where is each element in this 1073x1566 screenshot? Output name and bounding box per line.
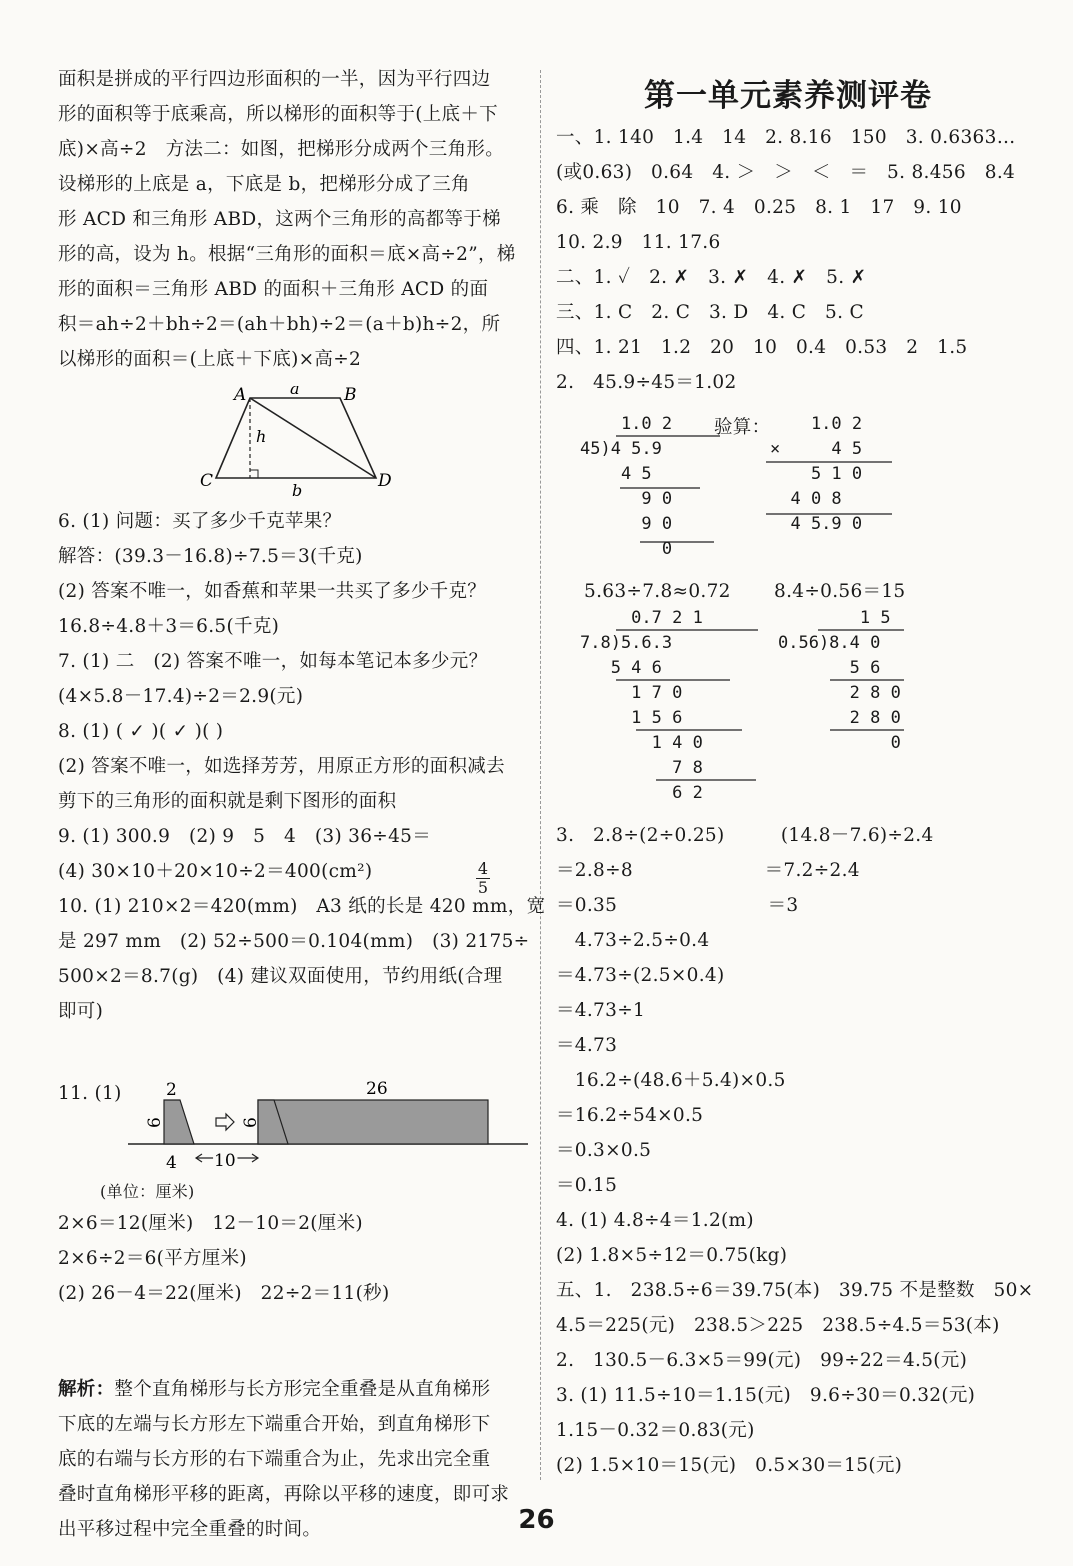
text-line: 6. 乘 除 10 7. 4 0.25 8. 1 17 9. 10	[556, 197, 962, 218]
text-line: 1 5 6	[580, 708, 683, 728]
text-line: 即可)	[58, 1001, 104, 1022]
text-line: 8. (1) ( ✓ )( ✓ )( )	[58, 721, 224, 742]
right-angle-mark	[250, 470, 258, 478]
text-line: 2. 45.9÷45＝1.02	[556, 372, 737, 393]
text-line: 解答：(39.3－16.8)÷7.5＝3(千克)	[58, 546, 363, 567]
text-line: 500×2＝8.7(g) (4) 建议双面使用，节约用纸(合理	[58, 966, 503, 987]
analysis-line: 出平移过程中完全重叠的时间。	[58, 1519, 322, 1540]
text-line: 四、1. 21 1.2 20 10 0.4 0.53 2 1.5	[556, 337, 968, 358]
text-line: 6. (1) 问题：买了多少千克苹果？	[58, 511, 342, 532]
rectangle	[258, 1100, 488, 1144]
fraction-4-5	[476, 860, 490, 897]
right-trapezoid	[164, 1100, 194, 1144]
div1-lines	[580, 414, 720, 564]
check-label: 验算：	[714, 417, 771, 438]
text-line: 4. (1) 4.8÷4＝1.2(m)	[556, 1210, 754, 1231]
text-line: 7. (1) 二 (2) 答案不唯一，如每本笔记本多少元？	[58, 651, 488, 672]
text-line: 2 8 0	[778, 683, 901, 703]
text-line: 形的高，设为 h。根据“三角形的面积＝底×高÷2”，梯	[58, 244, 516, 265]
text-line: 1 5	[778, 608, 891, 628]
text-line: 五、1. 238.5÷6＝39.75(本) 39.75 不是整数 50×	[556, 1280, 1034, 1301]
text-line: 形 ACD 和三角形 ABD，这两个三角形的高都等于梯	[58, 209, 501, 230]
text-line: 1 4 0	[580, 733, 703, 753]
div3-lines	[778, 608, 908, 768]
label-h: h	[256, 427, 267, 446]
label-C: C	[200, 471, 214, 491]
text-line: 0.56)8.4 0	[778, 633, 881, 653]
text-line: 10. (1) 210×2＝420(mm) A3 纸的长是 420 mm，宽	[58, 896, 546, 917]
text-line: 设梯形的上底是 a，下底是 b，把梯形分成了三角	[58, 174, 470, 195]
text-line: 底)×高÷2 方法二：如图，把梯形分成两个三角形。	[58, 139, 504, 160]
text-line: 9. (1) 300.9 (2) 9 5 4 (3) 36÷45＝	[58, 826, 432, 847]
text-line: ＝4.73÷(2.5×0.4)	[556, 965, 725, 986]
gap-label: 10	[214, 1151, 236, 1171]
text-line: 3. (1) 11.5÷10＝1.15(元) 9.6÷30＝0.32(元)	[556, 1385, 976, 1406]
text-line: 3. 2.8÷(2÷0.25) (14.8－7.6)÷2.4	[556, 825, 934, 846]
text-line: 4 0 8	[770, 489, 842, 509]
text-line: 三、1. C 2. C 3. D 4. C 5. C	[556, 302, 864, 323]
text-line: 4 5.9 0	[770, 514, 863, 534]
text-line: 4 5	[580, 464, 652, 484]
text-line: 1.0 2	[580, 414, 673, 434]
text-line: 二、1. ✓ 2. ✗ 3. ✗ 4. ✗ 5. ✗	[556, 267, 867, 288]
column-divider	[540, 70, 541, 1480]
text-line: 4.73÷2.5÷0.4	[556, 930, 710, 951]
text-line: 形的面积＝三角形 ABD 的面积＋三角形 ACD 的面	[58, 279, 489, 300]
text-line: 6 2	[580, 783, 703, 803]
text-line: 0	[580, 539, 673, 559]
fraction-denominator: 5	[477, 878, 489, 897]
text-line: (2) 答案不唯一，如香蕉和苹果一共买了多少千克？	[58, 581, 487, 602]
text-line: 9 0	[580, 514, 673, 534]
label-a: a	[290, 386, 300, 398]
text-line: 1 7 0	[580, 683, 683, 703]
q11-unit: (单位：厘米)	[100, 1182, 195, 1201]
text-line: 以梯形的面积＝(上底＋下底)×高÷2	[58, 349, 362, 370]
text-line: (或0.63) 0.64 4. ＞ ＞ ＜ ＝ 5. 8.456 8.4	[556, 162, 1016, 183]
text-line: (2) 1.8×5÷12＝0.75(kg)	[556, 1245, 788, 1266]
text-line: 面积是拼成的平行四边形面积的一半，因为平行四边	[58, 69, 491, 90]
text-line: 7.8)5.6.3	[580, 633, 673, 653]
text-line: 16.2÷(48.6＋5.4)×0.5	[556, 1070, 786, 1091]
text-line: (2) 答案不唯一，如选择芳芳，用原正方形的面积减去	[58, 756, 505, 777]
text-line: ＝2.8÷8 ＝7.2÷2.4	[556, 860, 860, 881]
q11-label: 11. (1)	[58, 1083, 122, 1104]
trapezoid-figure	[198, 386, 418, 496]
text-line: 是 297 mm (2) 52÷500＝0.104(mm) (3) 2175÷	[58, 931, 530, 952]
fraction-numerator: 4	[477, 859, 489, 878]
text-line: 2×6＝12(厘米) 12－10＝2(厘米)	[58, 1213, 363, 1234]
text-line: 2×6÷2＝6(平方厘米)	[58, 1248, 247, 1269]
analysis-label: 解析：	[58, 1379, 115, 1400]
trapezoid-outline	[216, 398, 376, 478]
text-line: 1.15－0.32＝0.83(元)	[556, 1420, 755, 1441]
text-line: ＝16.2÷54×0.5	[556, 1105, 704, 1126]
label-D: D	[378, 471, 392, 491]
page-title: 第一单元素养测评卷	[644, 78, 932, 114]
analysis-line: 整个直角梯形与长方形完全重叠是从直角梯形	[114, 1379, 491, 1400]
text-line: (4) 30×10＋20×10÷2＝400(cm²)	[58, 861, 373, 882]
trap-top-label: 2	[166, 1080, 177, 1100]
q11-figure	[128, 1070, 528, 1172]
analysis-first-line	[58, 1378, 490, 1402]
text-line: ＝0.3×0.5	[556, 1140, 652, 1161]
text-line: 9 0	[580, 489, 673, 509]
text-line: ＝4.73	[556, 1035, 618, 1056]
analysis-line: 下底的左端与长方形左下端重合开始，到直角梯形下	[58, 1414, 491, 1435]
label-A: A	[234, 386, 247, 405]
text-line: (2) 26－4＝22(厘米) 22÷2＝11(秒)	[58, 1283, 390, 1304]
text-line: (4×5.8－17.4)÷2＝2.9(元)	[58, 686, 304, 707]
arrow-right-icon	[216, 1114, 234, 1130]
text-line: 一、1. 140 1.4 14 2. 8.16 150 3. 0.6363…	[556, 127, 1016, 148]
text-line: 剪下的三角形的面积就是剩下图形的面积	[58, 791, 397, 812]
trap-bottom-label: 4	[166, 1153, 177, 1172]
text-line: 5 1 0	[770, 464, 863, 484]
label-b: b	[292, 481, 303, 496]
div2-lines	[580, 608, 760, 808]
eq-8-4: 8.4÷0.56＝15	[774, 581, 906, 602]
text-line: 1.0 2	[770, 414, 863, 434]
eq-5-63: 5.63÷7.8≈0.72	[584, 581, 731, 602]
analysis-line: 底的右端与长方形的右下端重合为止，先求出完全重	[58, 1449, 491, 1470]
text-line: 5 6	[778, 658, 881, 678]
analysis-line: 叠时直角梯形平移的距离，再除以平移的速度，即可求	[58, 1484, 510, 1505]
text-line: 45)4 5.9	[580, 439, 662, 459]
text-line: × 4 5	[770, 439, 863, 459]
text-line: 7 8	[580, 758, 703, 778]
text-line: 0	[778, 733, 901, 753]
text-line: 5 4 6	[580, 658, 662, 678]
text-line: 形的面积等于底乘高，所以梯形的面积等于(上底＋下	[58, 104, 498, 125]
page-number: 26	[518, 1505, 555, 1535]
trap-height-label: 6	[145, 1117, 165, 1128]
rect-length-label: 26	[366, 1079, 388, 1099]
text-line: ＝0.35 ＝3	[556, 895, 799, 916]
check-lines	[766, 414, 896, 524]
text-line: 10. 2.9 11. 17.6	[556, 232, 721, 253]
label-B: B	[344, 386, 357, 405]
text-line: 2 8 0	[778, 708, 901, 728]
text-line: (2) 1.5×10＝15(元) 0.5×30＝15(元)	[556, 1455, 903, 1476]
text-line: ＝4.73÷1	[556, 1000, 646, 1021]
text-line: 16.8÷4.8＋3＝6.5(千克)	[58, 616, 280, 637]
text-line: ＝0.15	[556, 1175, 618, 1196]
rect-height-label: 6	[241, 1117, 261, 1128]
text-line: 积＝ah÷2＋bh÷2＝(ah＋bh)÷2＝(a＋b)h÷2，所	[58, 314, 501, 335]
text-line: 2. 130.5－6.3×5＝99(元) 99÷22＝4.5(元)	[556, 1350, 968, 1371]
text-line: 0.7 2 1	[580, 608, 703, 628]
trapezoid-diagonal	[250, 398, 376, 478]
text-line: 4.5＝225(元) 238.5＞225 238.5÷4.5＝53(本)	[556, 1315, 1000, 1336]
